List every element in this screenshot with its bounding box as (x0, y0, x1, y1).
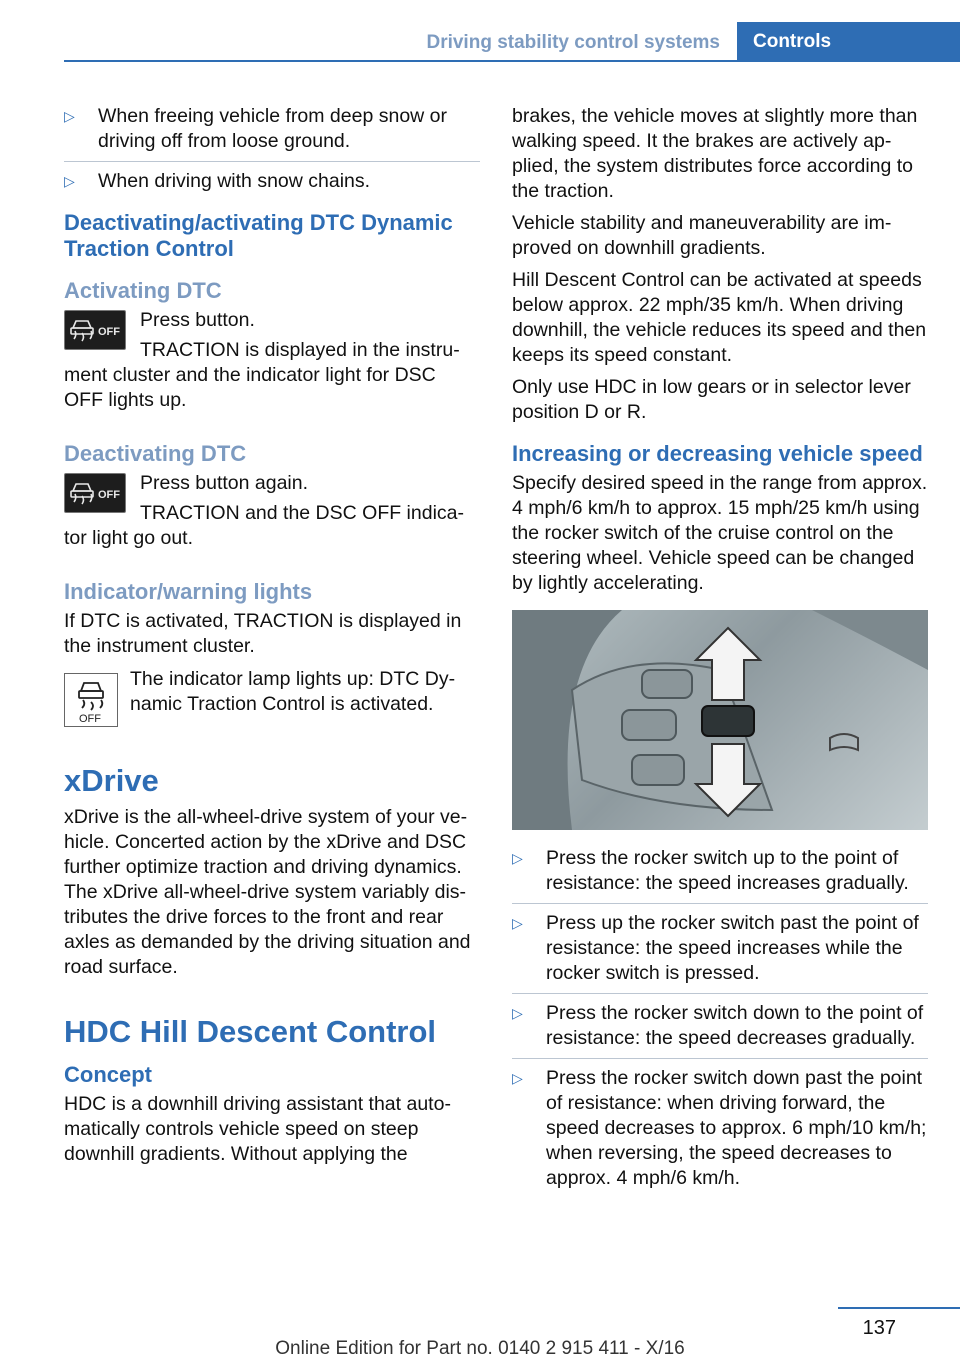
activate-description: TRACTION is displayed in the instrument cluster and the indicator light for DSC OFF lights up. (64, 339, 460, 411)
subheading-indicator-lights: Indicator/warning lights (64, 579, 313, 604)
hdc-text-2: Vehicle stability and maneuverability are improved on downhill gradients. (512, 212, 892, 259)
deactivate-press-text: Press button again. (140, 472, 309, 494)
divider (512, 903, 928, 904)
svg-text:OFF: OFF (98, 326, 120, 338)
section-heading-xdrive: xDrive (64, 763, 159, 798)
list-item: ▷ Press the rocker switch up to the point of resistance: the speed increases gradually. (512, 847, 909, 894)
divider (512, 1058, 928, 1059)
header-rule (64, 60, 960, 62)
footer-rule (838, 1307, 960, 1309)
dtc-off-button-icon (64, 310, 126, 350)
deactivate-description: TRACTION and the DSC OFF indicator light go out. (64, 502, 465, 549)
list-item: ▷ Press the rocker switch down past the point of resistance: when driving forward, the speed decreases to approx. 6 mph/10 km/h; when reversing, the speed decreases to approx. 4 mph/6 km/h. (512, 1067, 927, 1189)
dtc-off-button-icon (64, 473, 126, 513)
speed-text: Specify desired speed in the range from approx. 4 mph/6 km/h to approx. 15 mph/25 km/h using the rocker switch of the cruise control on the steering wheel. Vehicle speed can be changed by lightly accelerating. (512, 472, 928, 594)
left-column (64, 104, 480, 1174)
section-heading-dtc: Deactivating/activating DTC Dynamic Traction Control (64, 210, 453, 261)
indicator-lamp-text: The indicator lamp lights up: DTC Dynamic Traction Control is activated. (130, 668, 456, 715)
header-section-title: Driving stability control systems (426, 32, 720, 53)
bullet-triangle-icon: ▷ (64, 173, 75, 189)
subheading-deactivating-dtc: Deactivating DTC (64, 441, 247, 466)
list-item: ▷ Press up the rocker switch past the point of resistance: the speed increases while the rocker switch is pressed. (512, 912, 919, 984)
activate-press-text: Press button. (140, 309, 255, 331)
right-column (512, 104, 928, 1198)
steering-wheel-rocker-switch-image (512, 610, 928, 830)
bullet-triangle-icon: ▷ (512, 915, 523, 931)
hdc-text-3: Hill Descent Control can be activated at speeds below approx. 22 mph/35 km/h. When driving downhill, the vehicle reduces its speed and then keeps its speed constant. (512, 269, 927, 366)
hdc-text-4: Only use HDC in low gears or in selector lever position D or R. (512, 376, 911, 423)
divider (64, 161, 480, 162)
page-header (0, 22, 960, 62)
section-heading-hdc: HDC Hill Descent Control (64, 1014, 437, 1049)
bullet-triangle-icon: ▷ (64, 108, 75, 124)
list-item: ▷ When driving with snow chains. (64, 170, 371, 192)
dtc-indicator-lamp-icon (64, 673, 118, 727)
list-item: ▷ Press the rocker switch down to the point of resistance: the speed decreases gradually. (512, 1002, 924, 1049)
deactivate-instruction (64, 471, 480, 521)
svg-text:OFF: OFF (79, 713, 101, 725)
list-item: ▷ When freeing vehicle from deep snow or driving off from loose ground. (64, 105, 448, 152)
svg-text:OFF: OFF (98, 489, 120, 501)
subheading-speed: Increasing or decreasing vehicle speed (512, 441, 923, 466)
subheading-concept: Concept (64, 1062, 152, 1087)
indicator-text: If DTC is activated, TRACTION is displayed in the instrument cluster. (64, 610, 462, 657)
page-number: 137 (862, 1317, 896, 1339)
subheading-activating-dtc: Activating DTC (64, 278, 222, 303)
header-chapter-tab: Controls (737, 22, 960, 62)
xdrive-text: xDrive is the all-wheel-drive system of your vehicle. Concerted action by the xDrive and DSC further optimize traction and driving dynamics. The xDrive all-wheel-drive system variably distributes the drive forces to the front and rear axles as demanded by the driving situation and road surface. (64, 806, 471, 978)
concept-text: HDC is a downhill driving assistant that automatically controls vehicle speed on steep downhill gradients. Without applying the (64, 1093, 451, 1165)
indicator-lamp-row (64, 667, 480, 723)
bullet-triangle-icon: ▷ (512, 1005, 523, 1021)
footer-edition: Online Edition for Part no. 0140 2 915 411 - X/16 (275, 1338, 685, 1359)
divider (512, 993, 928, 994)
bullet-triangle-icon: ▷ (512, 1070, 523, 1086)
activate-instruction (64, 308, 480, 358)
hdc-text-1: brakes, the vehicle moves at slightly more than walking speed. It the brakes are actively applied, the system distributes force according to the traction. (512, 105, 918, 202)
bullet-triangle-icon: ▷ (512, 850, 523, 866)
